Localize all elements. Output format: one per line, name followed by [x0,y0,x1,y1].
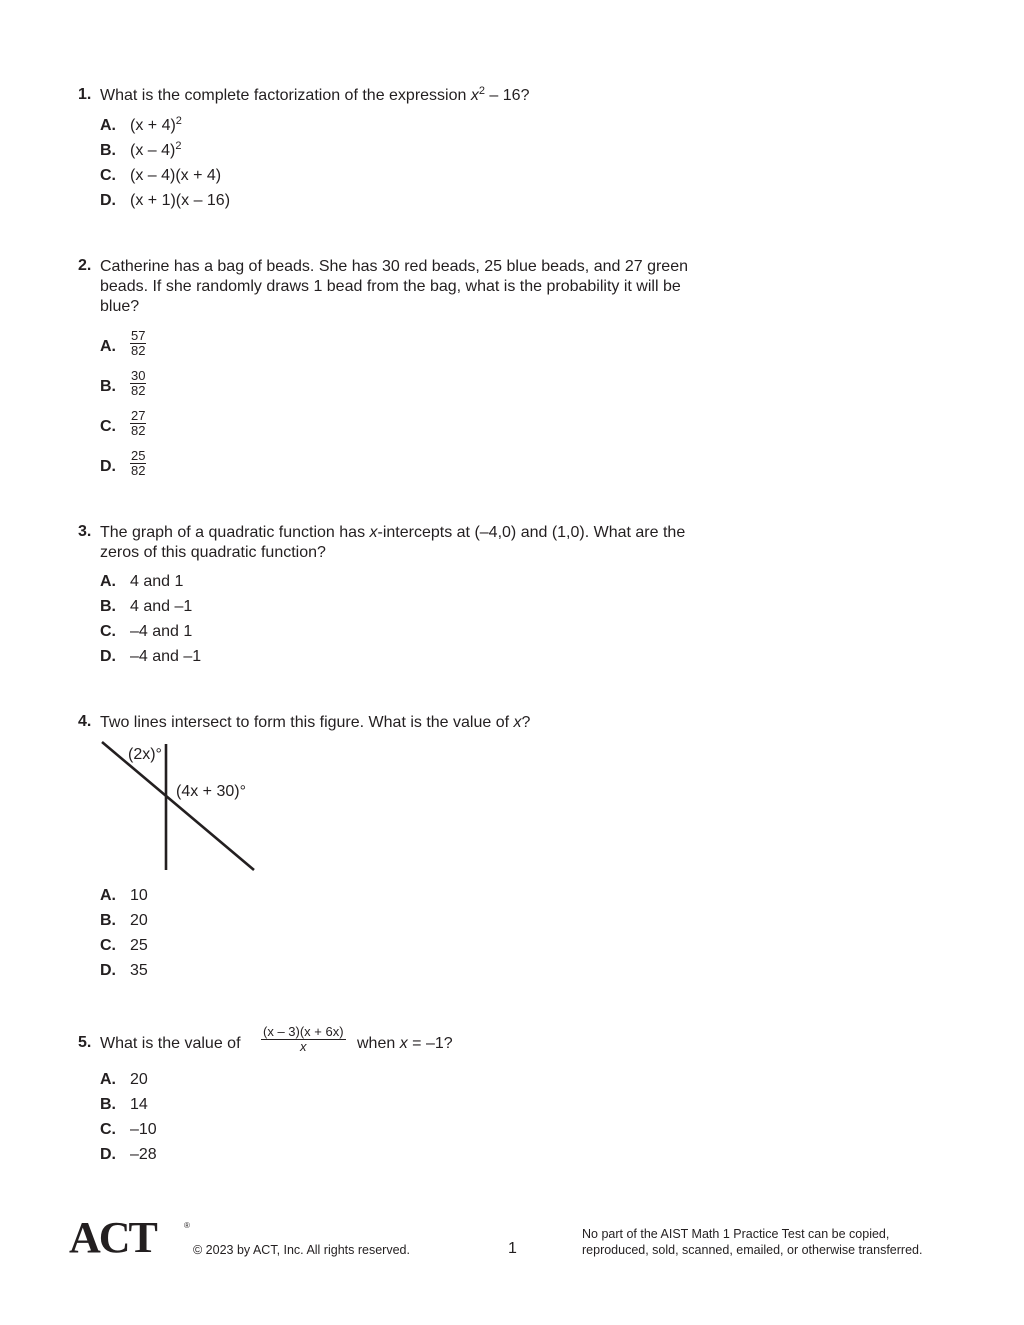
notice-line: reproduced, sold, scanned, emailed, or otherwise transferred. [582,1243,923,1257]
fraction-denominator: 82 [131,343,146,358]
option-text: 20 [130,912,148,929]
option-letter: A. [100,1071,116,1088]
option-letter: B. [100,1096,116,1113]
question-number: 3. [78,523,92,540]
stem-variable: x [399,1035,408,1052]
option-letter: B. [100,142,116,159]
stem-tail: – 16? [484,87,530,104]
stem-tail: ? [521,714,531,731]
option-letter: A. [100,117,116,134]
option-text: 4 and –1 [130,598,193,615]
stem-text: -intercepts at (–4,0) and (1,0). What are the [377,524,686,541]
option-fraction [130,369,146,398]
option-text: 25 [130,937,148,954]
option-text: 10 [130,887,148,904]
fraction-denominator: 82 [131,383,146,398]
option-a[interactable] [100,116,182,136]
option-exponent: 2 [175,115,182,127]
fraction-numerator: 27 [131,408,146,423]
stem-text: What is the value of [100,1035,241,1052]
option-text: –28 [130,1146,157,1163]
option-letter: C. [100,1121,116,1138]
option-text: (x – 4) [130,142,176,159]
stem-variable: x [369,524,378,541]
diagonal-line [102,742,254,870]
option-text: 35 [130,962,148,979]
option-c[interactable] [100,1120,157,1140]
option-letter: B. [100,598,116,615]
stem-line: Catherine has a bag of beads. She has 30 red beads, 25 blue beads, and 27 green [100,258,688,275]
option-letter: D. [100,192,116,209]
question-number: 2. [78,257,92,274]
option-b[interactable] [100,141,181,161]
copy-notice [582,1226,922,1258]
notice-line: No part of the AIST Math 1 Practice Test can be copied, [582,1227,890,1241]
fraction-denominator: 82 [131,463,146,478]
option-a[interactable] [100,572,183,592]
option-letter: C. [100,418,116,435]
stem-exponent: 2 [478,85,485,97]
option-text: –10 [130,1121,157,1138]
option-text: (x + 1)(x – 16) [130,192,231,209]
option-letter: D. [100,648,116,665]
stem-tail [357,1034,453,1054]
stem-line: beads. If she randomly draws 1 bead from the bag, what is the probability it will be [100,278,681,295]
act-logo: ACT [69,1213,156,1262]
question-number: 5. [78,1034,92,1051]
stem-line [100,523,685,543]
fraction-numerator: 57 [131,328,146,343]
option-letter: A. [100,338,116,355]
option-fraction [130,449,146,478]
option-text: 4 and 1 [130,573,184,590]
option-b[interactable] [100,911,148,931]
option-a[interactable] [100,1070,148,1090]
option-b[interactable] [100,597,192,617]
option-letter: D. [100,962,116,979]
stem-line: blue? [100,298,140,315]
question-stem [100,713,530,733]
option-letter: B. [100,912,116,929]
option-letter: C. [100,623,116,640]
option-d[interactable] [100,191,230,211]
option-text: –4 and 1 [130,623,193,640]
option-d[interactable] [100,647,201,667]
option-text: –4 and –1 [130,648,202,665]
fraction-numerator: 30 [131,368,146,383]
question-stem [100,257,688,317]
option-letter: C. [100,937,116,954]
question-number: 4. [78,713,92,730]
option-c[interactable] [100,936,148,956]
option-text: (x – 4)(x + 4) [130,167,222,184]
question-stem [100,523,685,563]
option-text: 20 [130,1071,148,1088]
stem-text: The graph of a quadratic function has [100,524,370,541]
stem-text: when [357,1035,400,1052]
option-text: (x + 4) [130,117,176,134]
fraction-denominator: x [300,1039,307,1054]
fraction-numerator: 25 [131,448,146,463]
fraction-denominator: 82 [131,423,146,438]
option-letter: C. [100,167,116,184]
option-letter: B. [100,378,116,395]
question-stem [100,86,529,106]
stem-text: = –1? [407,1035,453,1052]
option-letter: A. [100,573,116,590]
angle-label-2x: (2x)° [128,746,162,763]
stem-text: Two lines intersect to form this figure. What is the value of [100,714,514,731]
copyright-text: © 2023 by ACT, Inc. All rights reserved. [193,1243,410,1257]
stem-fraction [261,1025,346,1054]
question-number: 1. [78,86,92,103]
page-number: 1 [508,1240,517,1257]
option-d[interactable] [100,961,148,981]
stem-text: What is the complete factorization of the expression [100,87,471,104]
stem-line: zeros of this quadratic function? [100,544,326,561]
option-b[interactable] [100,1095,148,1115]
angle-label-4x-plus-30: (4x + 30)° [176,783,246,800]
option-letter: A. [100,887,116,904]
intersecting-lines-figure [90,735,270,880]
option-exponent: 2 [175,140,182,152]
option-letter: D. [100,458,116,475]
option-fraction [130,329,146,358]
option-c[interactable] [100,622,192,642]
option-c[interactable] [100,166,221,186]
stem-variable: x [470,87,479,104]
option-text: 14 [130,1096,148,1113]
option-letter: D. [100,1146,116,1163]
option-a[interactable] [100,886,148,906]
registered-mark: ® [184,1221,190,1230]
option-fraction [130,409,146,438]
stem-variable: x [513,714,522,731]
option-d[interactable] [100,1145,157,1165]
fraction-numerator: (x – 3)(x + 6x) [263,1024,344,1039]
